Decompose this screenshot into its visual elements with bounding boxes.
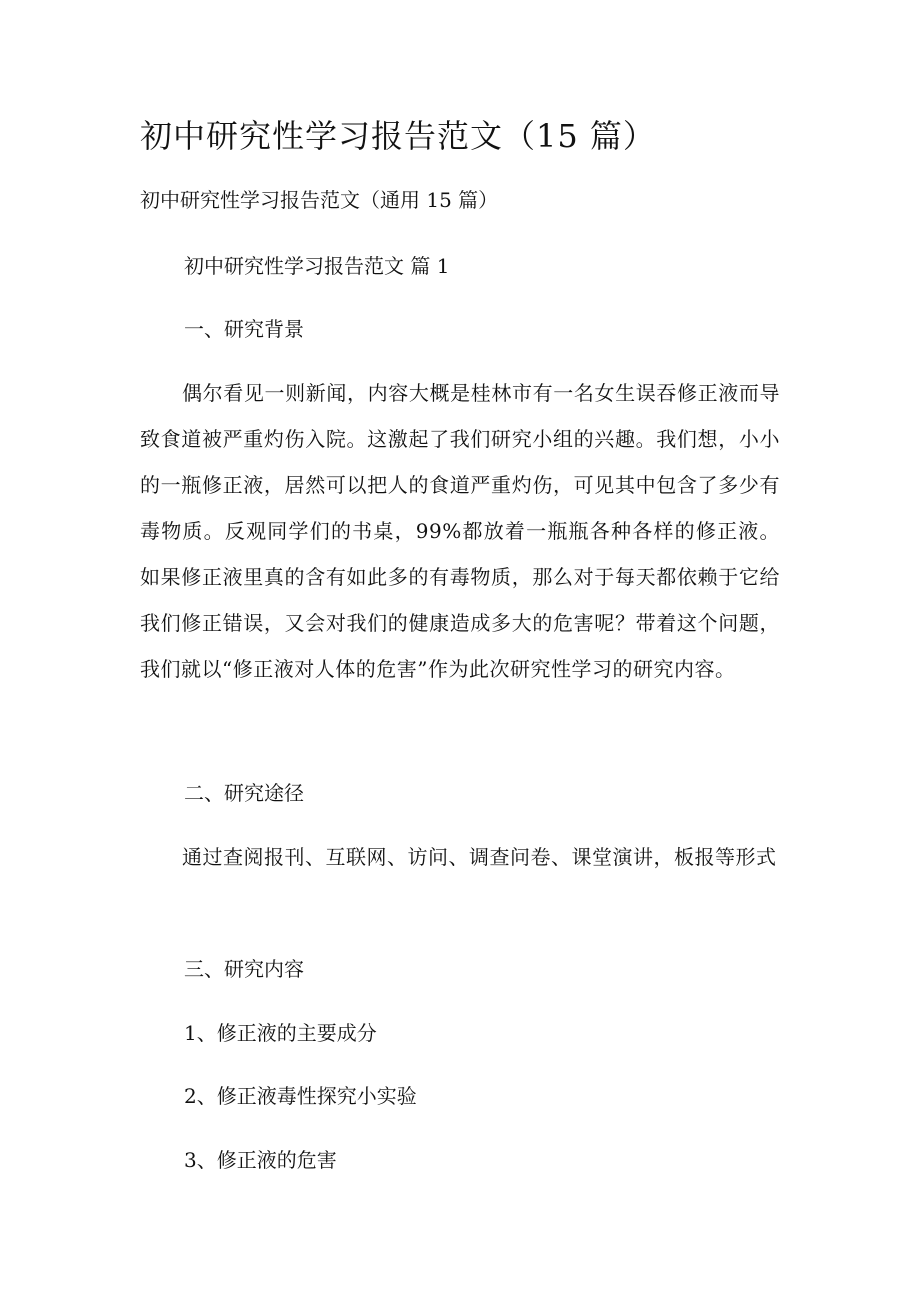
document-title: 初中研究性学习报告范文（15 篇） bbox=[140, 117, 656, 155]
background-paragraph: 偶尔看见一则新闻，内容大概是桂林市有一名女生误吞修正液而导致食道被严重灼伤入院。这激起了我们研究小组的兴趣。我们想，小小的一瓶修正液，居然可以把人的食道严重灼伤，可见其中包含了多少有毒物质。反观同学们的书桌，99%都放着一瓶瓶各种各样的修正液。如果修正液里真的含有如此多的有毒物质，那么对于每天都依赖于它给我们修正错误，又会对我们的健康造成多大的危害呢？带着这个问题，我们就以“修正液对人体的危害”作为此次研究性学习的研究内容。 bbox=[140, 381, 780, 681]
section-heading-content: 三、研究内容 bbox=[184, 957, 304, 981]
article-heading: 初中研究性学习报告范文 篇 1 bbox=[184, 254, 450, 278]
list-item: 1、修正液的主要成分 bbox=[184, 1021, 377, 1045]
list-item: 3、修正液的危害 bbox=[184, 1148, 337, 1172]
document-subtitle: 初中研究性学习报告范文（通用 15 篇） bbox=[140, 188, 499, 212]
section-heading-methods: 二、研究途径 bbox=[184, 781, 304, 805]
list-item: 2、修正液毒性探究小实验 bbox=[184, 1084, 417, 1108]
section-heading-background: 一、研究背景 bbox=[184, 317, 304, 341]
methods-paragraph: 通过查阅报刊、互联网、访问、调查问卷、课堂演讲，板报等形式 bbox=[182, 845, 777, 869]
